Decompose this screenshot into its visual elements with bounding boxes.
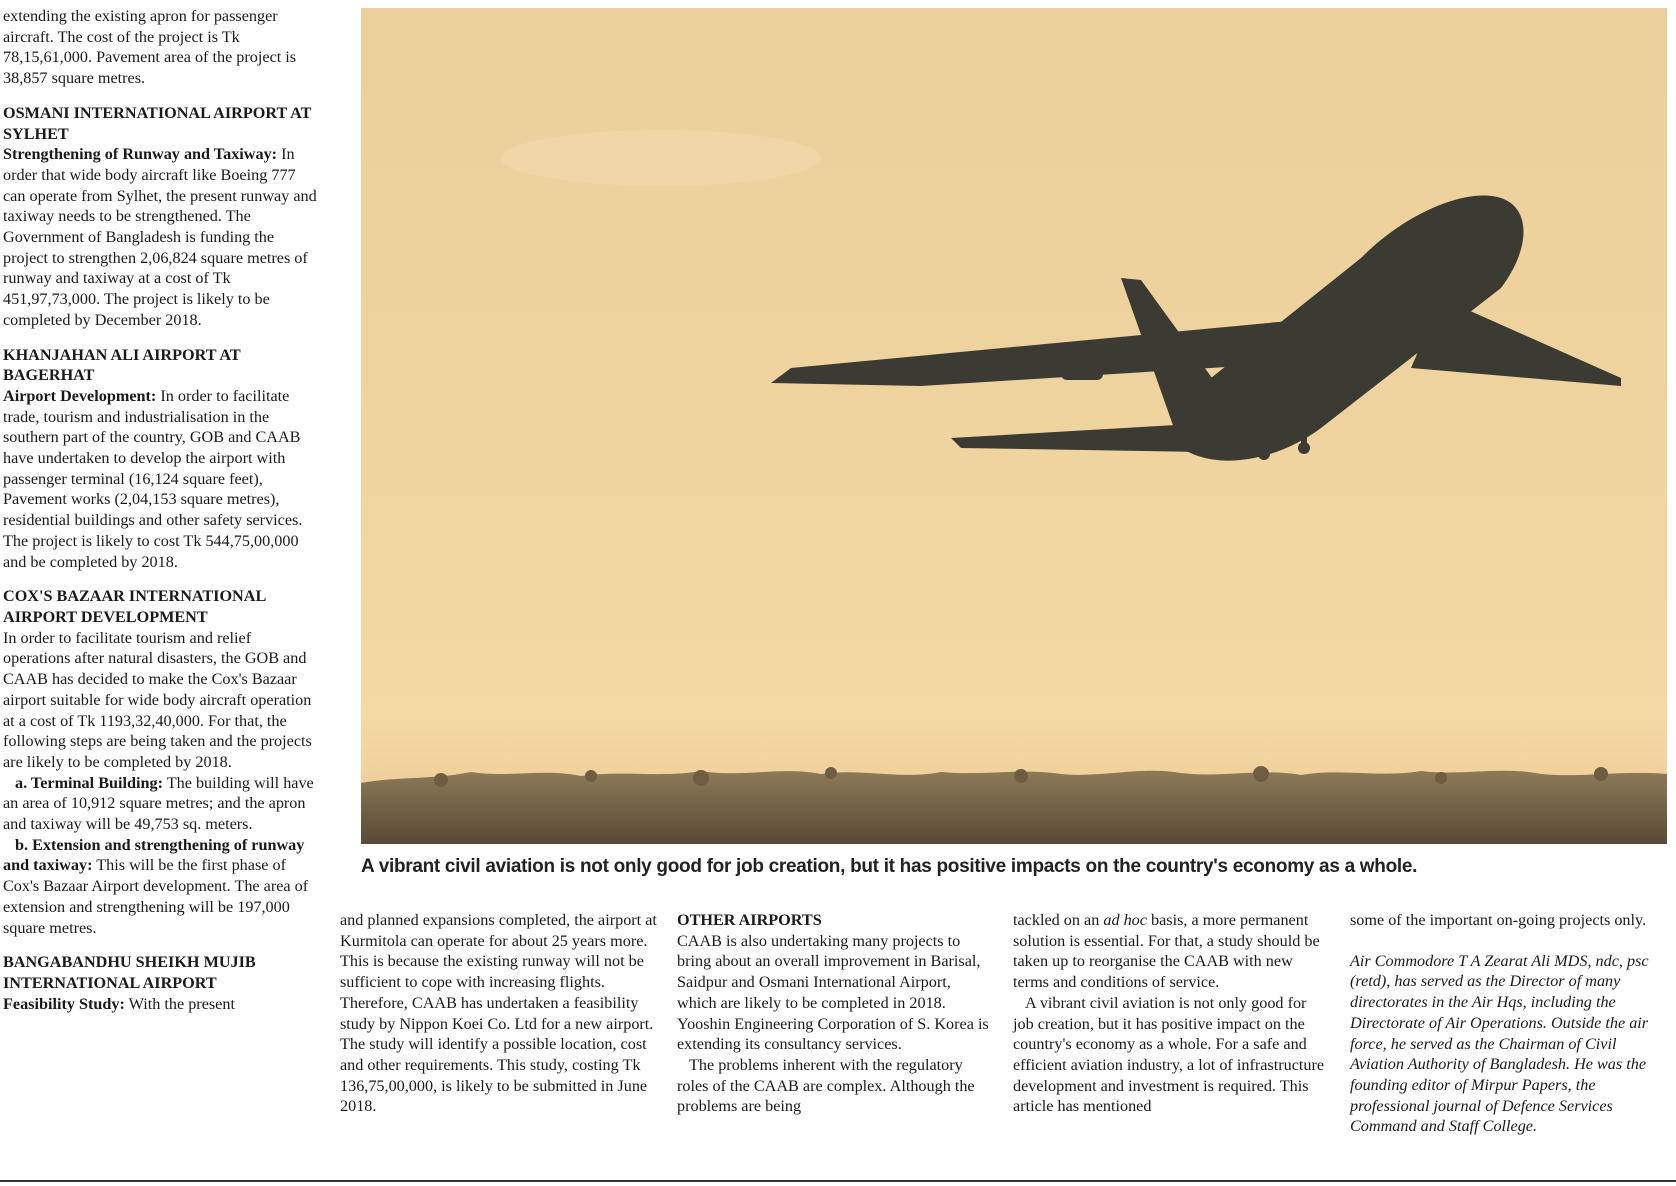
- paragraph: some of the important on-going projects only.: [1350, 911, 1647, 929]
- subheading: Feasibility Study:: [3, 994, 125, 1013]
- left-article-column: [3, 6, 320, 1014]
- section-heading-bangabandhu: BANGABANDHU SHEIKH MUJIB INTERNATIONAL AIRPORT: [3, 953, 256, 992]
- paragraph: Airport Development: In order to facilitate trade, tourism and industrialisation in the southern part of the country, GOB and CAAB have undertaken to develop the airport with passenger terminal (16,124 square feet), Pavement works (2,04,153 square metres), residential buildings and other safety services. The project is likely to cost Tk 544,75,00,000 and be completed by 2018.: [3, 386, 303, 571]
- section-heading-khanjahan: KHANJAHAN ALI AIRPORT AT BAGERHAT: [3, 345, 241, 385]
- photo-caption: A vibrant civil aviation is not only good for job creation, but it has positive impacts on the country's economy as a whole.: [361, 856, 1418, 877]
- article-column-4: [1350, 910, 1670, 1137]
- paragraph: tackled on an ad hoc basis, a more permanent solution is essential. For that, a study should be taken up to reorganise the CAAB with new terms and conditions of service.: [1013, 911, 1320, 992]
- paragraph: Feasibility Study: With the present: [3, 994, 235, 1013]
- paragraph: A vibrant civil aviation is not only good for job creation, but it has positive impact on the country's economy as a whole. For a safe and efficient aviation industry, a lot of infrastructure development and investment is required. This article has mentioned: [1013, 993, 1325, 1116]
- subheading: Strengthening of Runway and Taxiway:: [3, 145, 278, 164]
- section-heading-coxs-bazaar: COX'S BAZAAR INTERNATIONAL AIRPORT DEVELOPMENT: [3, 587, 266, 626]
- bottom-rule: [0, 1180, 1676, 1182]
- author-bio: Air Commodore T A Zearat Ali MDS, ndc, psc (retd), has served as the Director of many directorates in the Air Hqs, including the Directorate of Air Operations. Outside the air force, he served as the Chairman of Civil Aviation Authority of Bangladesh. He was the founding editor of Mirpur Papers, the professional journal of Defence Services Command and Staff College.: [1350, 951, 1649, 1136]
- paragraph: extending the existing apron for passenger aircraft. The cost of the project is Tk 78,15,61,000. Pavement area of the project is 38,857 square metres.: [3, 7, 297, 88]
- section-heading-other-airports: OTHER AIRPORTS: [677, 911, 822, 929]
- list-item: a. Terminal Building: The building will have an area of 10,912 square metres; and the apron and taxiway will be 49,753 sq. meters.: [3, 773, 314, 834]
- subheading: Airport Development:: [3, 386, 157, 405]
- paragraph: and planned expansions completed, the airport at Kurmitola can operate for about 25 years more. This is because the existing runway will not be sufficient to cope with increasing flights. Therefore, CAAB has undertaken a feasibility study by Nippon Koei Co. Ltd for a new airport. The study will identify a possible location, cost and other requirements. This study, costing Tk 136,75,00,000, is likely to be submitted in June 2018.: [340, 911, 657, 1116]
- section-heading-osmani: OSMANI INTERNATIONAL AIRPORT AT SYLHET: [3, 103, 312, 143]
- paragraph: The problems inherent with the regulatory roles of the CAAB are complex. Although the problems are being: [677, 1055, 975, 1116]
- article-column-2: [677, 910, 994, 1117]
- paragraph: In order to facilitate tourism and relief operations after natural disasters, the GOB and CAAB has decided to make the Cox's Bazaar airport suitable for wide body aircraft operation at a cost of Tk 1193,32,40,000. For that, the following steps are being taken and the projects are likely to be completed by 2018.: [3, 628, 312, 771]
- airplane-takeoff-photo: [361, 8, 1667, 844]
- paragraph: CAAB is also undertaking many projects to bring about an overall improvement in Barisal, Saidpur and Osmani International Airport, which are likely to be completed in 2018. Yooshin Engineering Corporation of S. Korea is extending its consultancy services.: [677, 931, 989, 1054]
- article-column-3: [1013, 910, 1330, 1117]
- airplane-photo-svg: [361, 8, 1667, 844]
- article-column-1: [340, 910, 660, 1117]
- list-item: b. Extension and strengthening of runway and taxiway: This will be the first phase of Cox's Bazaar Airport development. The area of extension and strengthening will be 197,000 square metres.: [3, 835, 309, 937]
- paragraph: Strengthening of Runway and Taxiway: In order that wide body aircraft like Boeing 777 can operate from Sylhet, the present runway and taxiway needs to be strengthened. The Government of Bangladesh is funding the project to strengthen 2,06,824 square metres of runway and taxiway at a cost of Tk 451,97,73,000. The project is likely to be completed by December 2018.: [3, 145, 317, 329]
